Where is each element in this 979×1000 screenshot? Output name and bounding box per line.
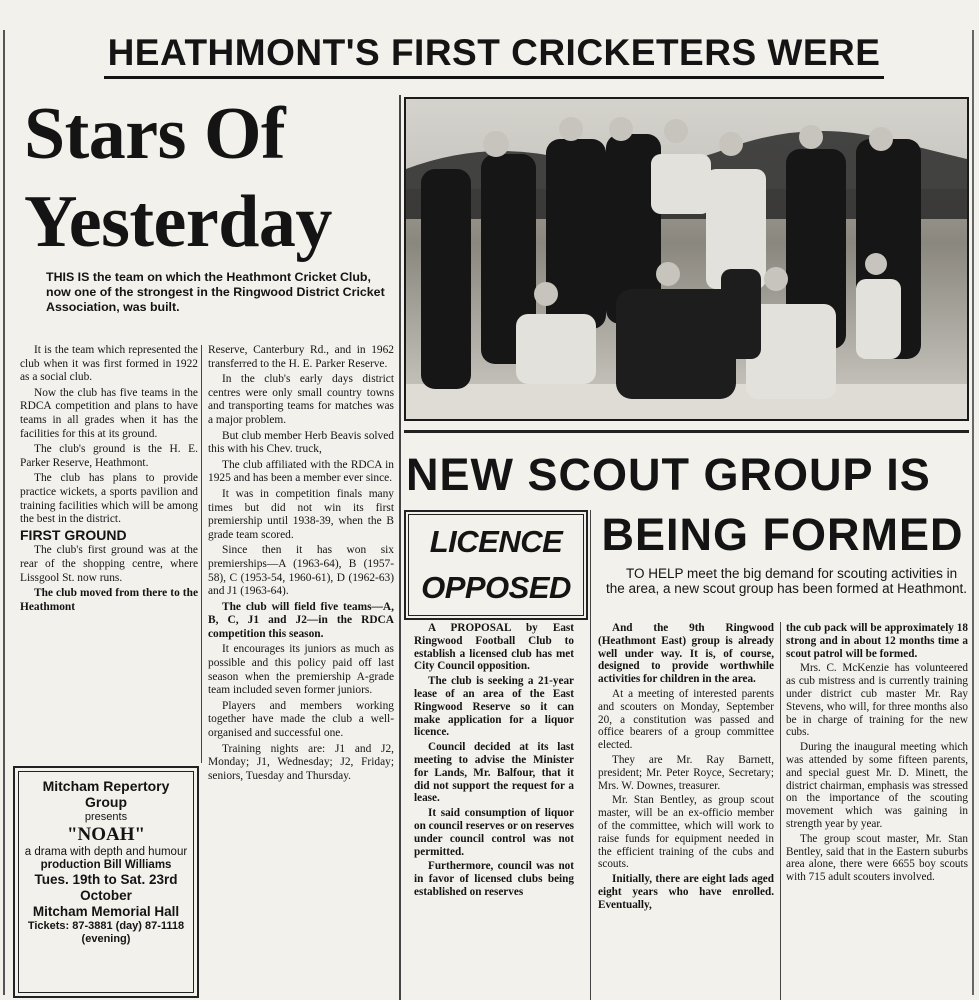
paragraph: Training nights are: J1 and J2, Monday; J1, Wednesday; J2, Friday; seniors, Tuesday and Thursday.	[208, 742, 394, 782]
team-photograph	[404, 97, 969, 421]
column-divider	[780, 622, 781, 1000]
ad-dates: Tues. 19th to Sat. 23rd October	[34, 872, 178, 903]
scout-headline-line-1: NEW SCOUT GROUP IS	[406, 449, 931, 500]
paragraph: Initially, there are eight lads aged eight years who have enrolled. Eventually,	[598, 873, 774, 911]
paragraph: The group scout master, Mr. Stan Bentley, said that in the Eastern suburbs area alone, there were 6655 boy scouts with 715 adult scouters involved.	[786, 832, 968, 884]
licence-headline-line-2: OPPOSED	[421, 570, 571, 605]
team-photo-image	[406, 99, 967, 419]
paragraph: the cub pack will be approximately 18 strong and in about 12 months time a scout patrol will be formed.	[786, 622, 968, 660]
paragraph: The club's ground is the H. E. Parker Reserve, Heathmont.	[20, 443, 198, 469]
ad-play-title: "NOAH"	[66, 824, 146, 845]
paragraph: Now the club has five teams in the RDCA competition and plans to have teams in all grades when it has the facilities for this at its ground.	[20, 386, 198, 440]
ad-venue: Mitcham Memorial Hall	[32, 904, 180, 919]
paragraph: Mrs. C. McKenzie has volunteered as cub mistress and is currently training under district cub master Mr. Ray Stevens, who will, for three months also be in charge of training for the new cubs.	[786, 662, 968, 739]
page-right-margin-rule	[972, 30, 974, 995]
ad-group-name: Mitcham Repertory Group	[42, 778, 170, 810]
paragraph: The club affiliated with the RDCA in 1925 and has been a member ever since.	[208, 458, 394, 485]
cricket-column-2	[208, 344, 394, 785]
licence-column	[414, 622, 574, 901]
column-divider	[201, 345, 202, 763]
ad-tickets: Tickets: 87-3881 (day) 87-1118 (evening)	[27, 920, 185, 945]
ad-description: a drama with depth and humour	[24, 846, 188, 858]
headline-line-1: Stars Of	[24, 93, 286, 175]
paragraph: It said consumption of liquor on council reserves or on reserves under council control was not permitted.	[414, 807, 575, 858]
main-headline	[24, 90, 396, 266]
paragraph: A PROPOSAL by East Ringwood Football Club to establish a licensed club has met City Council opposition.	[414, 622, 574, 673]
scout-lead: TO HELP meet the big demand for scouting activities in the area, a new scout group has been formed at Heathmont.	[606, 566, 967, 597]
paragraph: It was in competition finals many times but did not win its first premiership until 1938-39, when the B grade team scored.	[208, 487, 394, 541]
page-left-margin-rule	[3, 30, 5, 995]
cricket-column-1	[20, 344, 198, 616]
scout-headline-line-2: BEING FORMED	[601, 509, 964, 560]
paragraph: And the 9th Ringwood (Heathmont East) group is already well under way. It is, of course, designed to provide worthwhile activities for children in the area.	[598, 622, 774, 686]
paragraph: The club is seeking a 21-year lease of an area of the East Ringwood Reserve so it can make application for a liquor licence.	[414, 675, 574, 739]
paragraph: They are Mr. Ray Barnett, president; Mr. Peter Royce, Secretary; Mrs. W. Downes, treasurer.	[598, 753, 774, 792]
paragraph: The club has plans to provide practice wickets, a sports pavilion and training facilities which will be among the best in the district.	[20, 472, 198, 526]
paragraph: Since then it has won six premierships—A (1963-64), B (1957-58), C (1953-54, 1960-61), D (1962-63) and J1 (1963-64).	[208, 544, 394, 598]
ad-producer: production Bill Williams	[40, 859, 172, 871]
paragraph: It is the team which represented the club when it was first formed in 1922 as a social club.	[20, 344, 198, 384]
subheading-first-ground: FIRST GROUND	[20, 526, 127, 543]
section-divider	[399, 95, 401, 1000]
paragraph: Mr. Stan Bentley, as group scout master, will be an ex-officio member of the committee, which will work to raise funds for equipment needed in the efficient training of the cubs and scouts.	[598, 794, 774, 871]
licence-headline-line-1: LICENCE	[429, 524, 563, 559]
paragraph: In the club's early days district centres were only small country towns and transporting teams for matches was a major problem.	[208, 373, 394, 426]
paragraph: At a meeting of interested parents and scouters on Monday, September 20, a constitution was passed and office bearers of a group committee elected.	[598, 687, 774, 752]
paragraph: The club moved from there to the Heathmont	[20, 587, 198, 613]
paragraph: But club member Herb Beavis solved this with his Chev. truck,	[208, 429, 394, 456]
article-lead: THIS IS the team on which the Heathmont Cricket Club, now one of the strongest in the Ringwood District Cricket Association, was built.	[46, 270, 385, 314]
paragraph: Council decided at its last meeting to advise the Minister for Lands, Mr. Balfour, that it did not support the request for a lease.	[414, 741, 574, 805]
paragraph: Furthermore, council was not in favor of licensed clubs being established on reserves	[414, 860, 574, 898]
paragraph: During the inaugural meeting which was attended by some fifteen parents, and special guest Mr. D. Minett, the district chairman, emphasis was stressed on the importance of the scouting movement which was gaining in strength year by year.	[786, 741, 968, 830]
scout-column-2	[786, 622, 968, 886]
kicker-headline: HEATHMONT'S FIRST CRICKETERS WERE	[107, 32, 881, 73]
paragraph: It encourages its juniors as much as possible and this policy paid off last season when the premiership A-grade team included seven former juniors.	[208, 643, 394, 697]
theatre-advertisement	[13, 766, 199, 998]
paragraph: Players and members working together have made the club a well-organised and successful one.	[208, 699, 394, 740]
paragraph: The club's first ground was at the rear of the shopping centre, where Lissgool St. now runs.	[20, 544, 198, 584]
column-divider	[590, 510, 591, 1000]
scout-column-1	[598, 622, 774, 914]
headline-line-2: Yesterday	[24, 181, 332, 263]
paragraph: The club will field five teams—A, B, C, J1 and J2—in the RDCA competition this season.	[208, 600, 394, 640]
ad-presents: presents	[84, 811, 128, 823]
kicker-underline	[104, 76, 884, 79]
photo-divider	[404, 430, 969, 433]
licence-headline-box	[404, 510, 588, 620]
paragraph: Reserve, Canterbury Rd., and in 1962 transferred to the H. E. Parker Reserve.	[208, 344, 394, 370]
